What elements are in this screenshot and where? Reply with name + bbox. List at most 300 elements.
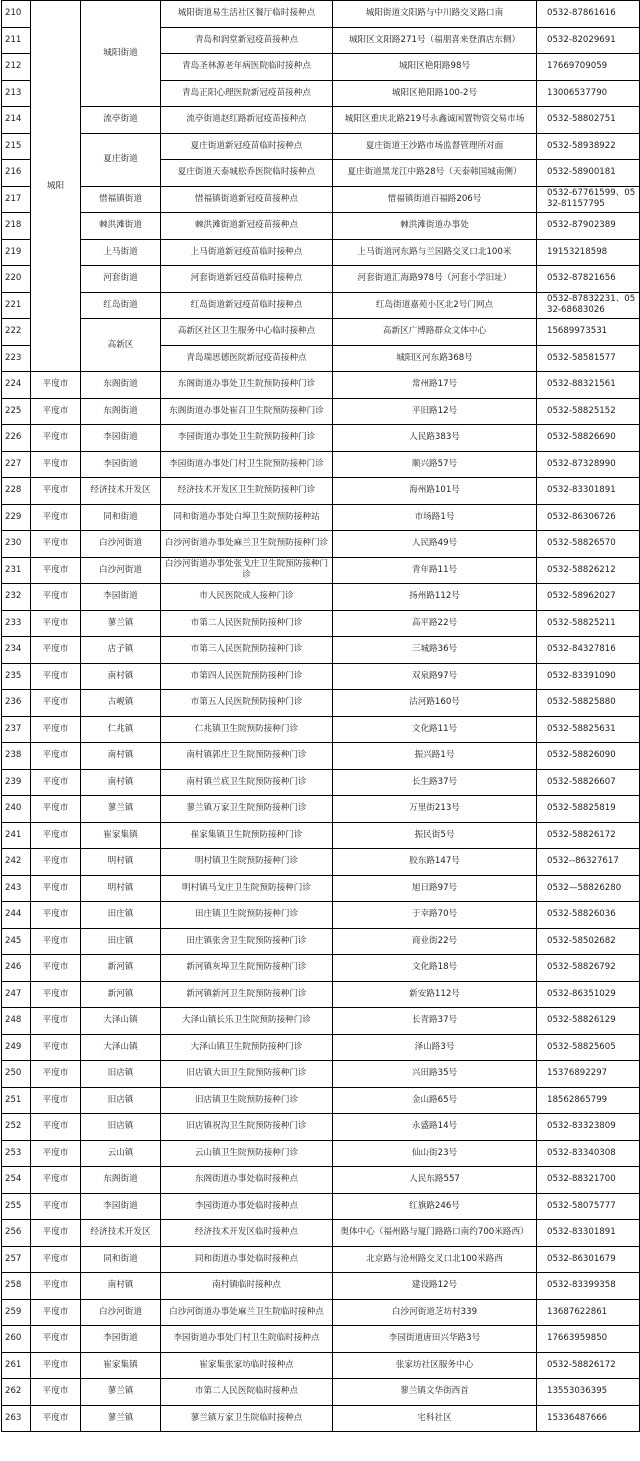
address-cell: 红旗路246号 [333,1193,537,1220]
street-cell: 同和街道 [81,504,161,531]
row-number-cell: 220 [2,266,31,293]
row-number-cell: 211 [2,27,31,54]
phone-cell: 0532-58826792 [537,955,640,982]
phone-cell: 17663959850 [537,1326,640,1353]
district-cell: 平度市 [31,743,81,770]
address-cell: 振兴路1号 [333,743,537,770]
street-cell: 仁兆镇 [81,716,161,743]
address-cell: 文化路18号 [333,955,537,982]
site-name-cell: 白沙河街道办事处麻兰卫生院预防接种门诊 [161,531,333,558]
row-number-cell: 244 [2,902,31,929]
street-cell: 棘洪滩街道 [81,213,161,240]
district-cell: 平度市 [31,557,81,584]
district-cell: 平度市 [31,1246,81,1273]
vaccination-sites-table [1,0,640,1432]
address-cell: 高新区广博路群众文体中心 [333,319,537,346]
address-cell: 上马街道河东路与兰园路交叉口北100米 [333,239,537,266]
address-cell: 张家坊社区服务中心 [333,1352,537,1379]
phone-cell: 0532-58826570 [537,531,640,558]
street-cell: 田庄镇 [81,928,161,955]
table-row [2,955,640,982]
address-cell: 旭日路97号 [333,875,537,902]
district-cell: 平度市 [31,504,81,531]
address-cell: 城阳区艳阳路98号 [333,54,537,81]
street-cell: 东阁街道 [81,372,161,399]
address-cell: 高平路22号 [333,610,537,637]
site-name-cell: 仁兆镇卫生院预防接种门诊 [161,716,333,743]
row-number-cell: 227 [2,451,31,478]
address-cell: 兴田路35号 [333,1061,537,1088]
table-row [2,1,640,28]
row-number-cell: 222 [2,319,31,346]
street-cell: 河套街道 [81,266,161,293]
phone-cell: 0532-58962027 [537,584,640,611]
district-cell: 平度市 [31,372,81,399]
row-number-cell: 255 [2,1193,31,1220]
site-name-cell: 流亭街道赵红路新冠疫苗接种点 [161,107,333,134]
site-name-cell: 河套街道新冠疫苗临时接种点 [161,266,333,293]
phone-cell: 0532-83340308 [537,1140,640,1167]
address-cell: 商业街22号 [333,928,537,955]
table-row [2,690,640,717]
address-cell: 振民街5号 [333,822,537,849]
district-cell: 平度市 [31,902,81,929]
address-cell: 青年路11号 [333,557,537,584]
address-cell: 沽河路160号 [333,690,537,717]
district-cell: 平度市 [31,1061,81,1088]
table-row [2,981,640,1008]
table-row [2,213,640,240]
row-number-cell: 221 [2,292,31,319]
phone-cell: 0532-58826690 [537,425,640,452]
site-name-cell: 南村镇郭庄卫生院预防接种门诊 [161,743,333,770]
row-number-cell: 245 [2,928,31,955]
table-row [2,584,640,611]
site-name-cell: 李园街道办事处门村卫生院预防接种门诊 [161,451,333,478]
address-cell: 蓼兰镇文华街西首 [333,1379,537,1406]
phone-cell: 13687622861 [537,1299,640,1326]
address-cell: 夏庄街道黑龙江中路28号（天泰韩国城南侧） [333,160,537,187]
site-name-cell: 经济技术开发区临时接种点 [161,1220,333,1247]
row-number-cell: 230 [2,531,31,558]
street-cell: 崔家集镇 [81,1352,161,1379]
district-cell: 平度市 [31,1405,81,1432]
street-cell: 店子镇 [81,637,161,664]
site-name-cell: 李园街道办事处门村卫生院临时接种点 [161,1326,333,1353]
phone-cell: 0532-58825152 [537,398,640,425]
phone-cell: 0532—58826280 [537,875,640,902]
phone-cell: 0532-58826036 [537,902,640,929]
row-number-cell: 262 [2,1379,31,1406]
district-cell: 平度市 [31,955,81,982]
phone-cell: 0532-58075777 [537,1193,640,1220]
street-cell: 蓼兰镇 [81,796,161,823]
district-cell: 平度市 [31,796,81,823]
row-number-cell: 224 [2,372,31,399]
row-number-cell: 233 [2,610,31,637]
address-cell: 扬州路112号 [333,584,537,611]
site-name-cell: 旧店镇大田卫生院预防接种门诊 [161,1061,333,1088]
site-name-cell: 崔家集镇卫生院预防接种门诊 [161,822,333,849]
table-row [2,107,640,134]
district-cell: 平度市 [31,451,81,478]
district-cell: 平度市 [31,716,81,743]
street-cell: 旧店镇 [81,1087,161,1114]
phone-cell: 0532-67761599、0532-81157795 [537,186,640,213]
phone-cell: 0532-58826129 [537,1008,640,1035]
site-name-cell: 东阁街道办事处临时接种点 [161,1167,333,1194]
phone-cell: 0532-83323809 [537,1114,640,1141]
table-row [2,1167,640,1194]
phone-cell: 0532-58825880 [537,690,640,717]
table-row [2,663,640,690]
phone-cell: 0532-58938922 [537,133,640,160]
phone-cell: 13553036395 [537,1379,640,1406]
phone-cell: 0532-86351029 [537,981,640,1008]
phone-cell: 0532-58826172 [537,1352,640,1379]
table-row [2,822,640,849]
district-cell: 平度市 [31,849,81,876]
phone-cell: 0532--86327617 [537,849,640,876]
site-name-cell: 市第四人民医院预防接种门诊 [161,663,333,690]
row-number-cell: 231 [2,557,31,584]
site-name-cell: 同和街道办事处临时接种点 [161,1246,333,1273]
row-number-cell: 212 [2,54,31,81]
site-name-cell: 蓼兰镇万家卫生院临时接种点 [161,1405,333,1432]
row-number-cell: 216 [2,160,31,187]
address-cell: 红岛街道嘉苑小区北2号门网点 [333,292,537,319]
row-number-cell: 260 [2,1326,31,1353]
site-name-cell: 东阁街道办事处卫生院预防接种门诊 [161,372,333,399]
address-cell: 文化路11号 [333,716,537,743]
street-cell: 蓼兰镇 [81,1405,161,1432]
district-cell: 平度市 [31,822,81,849]
site-name-cell: 经济技术开发区卫生院预防接种门诊 [161,478,333,505]
table-row [2,557,640,584]
table-row [2,372,640,399]
phone-cell: 0532-58826090 [537,743,640,770]
phone-cell: 0532-58802751 [537,107,640,134]
table-row [2,743,640,770]
street-cell: 经济技术开发区 [81,478,161,505]
row-number-cell: 254 [2,1167,31,1194]
street-cell: 东阁街道 [81,398,161,425]
address-cell: 奥体中心（福州路与厦门路路口南约700米路西） [333,1220,537,1247]
phone-cell: 0532-58825211 [537,610,640,637]
phone-cell: 0532-83301891 [537,1220,640,1247]
table-row [2,478,640,505]
address-cell: 泽山路3号 [333,1034,537,1061]
street-cell: 李园街道 [81,584,161,611]
row-number-cell: 237 [2,716,31,743]
street-cell: 同和街道 [81,1246,161,1273]
site-name-cell: 大泽山镇卫生院预防接种门诊 [161,1034,333,1061]
street-cell: 南村镇 [81,663,161,690]
site-name-cell: 市第二人民医院临时接种点 [161,1379,333,1406]
row-number-cell: 251 [2,1087,31,1114]
row-number-cell: 218 [2,213,31,240]
row-number-cell: 249 [2,1034,31,1061]
table-row [2,716,640,743]
district-cell: 平度市 [31,1008,81,1035]
street-cell: 大泽山镇 [81,1008,161,1035]
site-name-cell: 棘洪滩街道新冠疫苗接种点 [161,213,333,240]
table-row [2,398,640,425]
row-number-cell: 225 [2,398,31,425]
address-cell: 夏庄街道王沙路市场监督管理所对面 [333,133,537,160]
district-cell: 平度市 [31,769,81,796]
site-name-cell: 大泽山镇长乐卫生院预防接种门诊 [161,1008,333,1035]
address-cell: 人民东路557 [333,1167,537,1194]
site-name-cell: 高新区社区卫生服务中心临时接种点 [161,319,333,346]
site-name-cell: 旧店镇卫生院预防接种门诊 [161,1087,333,1114]
phone-cell: 17669709059 [537,54,640,81]
table-row [2,849,640,876]
site-name-cell: 市第二人民医院预防接种门诊 [161,610,333,637]
phone-cell: 0532-87821656 [537,266,640,293]
district-cell: 平度市 [31,1379,81,1406]
street-cell: 李园街道 [81,425,161,452]
table-row [2,1246,640,1273]
table-row [2,1140,640,1167]
site-name-cell: 市第五人民医院预防接种门诊 [161,690,333,717]
street-cell: 古岘镇 [81,690,161,717]
district-cell: 平度市 [31,1034,81,1061]
street-cell: 云山镇 [81,1140,161,1167]
phone-cell: 0532-82029691 [537,27,640,54]
row-number-cell: 246 [2,955,31,982]
table-row [2,902,640,929]
site-name-cell: 青岛圣林源老年病医院临时接种点 [161,54,333,81]
site-name-cell: 白沙河街道办事处麻兰卫生院临时接种点 [161,1299,333,1326]
phone-cell: 0532-83399358 [537,1273,640,1300]
phone-cell: 0532-86301679 [537,1246,640,1273]
site-name-cell: 城阳街道易生活社区餐厅临时接种点 [161,1,333,28]
district-cell: 平度市 [31,1193,81,1220]
street-cell: 蓼兰镇 [81,1379,161,1406]
district-cell: 平度市 [31,875,81,902]
district-cell: 平度市 [31,398,81,425]
district-cell: 平度市 [31,663,81,690]
site-name-cell: 同和街道办事处白埠卫生院预防接种站 [161,504,333,531]
address-cell: 李园街道唐田兴华路3号 [333,1326,537,1353]
address-cell: 长生路37号 [333,769,537,796]
district-cell: 平度市 [31,981,81,1008]
phone-cell: 0532-58581577 [537,345,640,372]
table-row [2,610,640,637]
table-row [2,133,640,160]
row-number-cell: 257 [2,1246,31,1273]
row-number-cell: 235 [2,663,31,690]
address-cell: 建设路12号 [333,1273,537,1300]
site-name-cell: 红岛街道新冠疫苗临时接种点 [161,292,333,319]
site-name-cell: 旧店镇祝沟卫生院预防接种门诊 [161,1114,333,1141]
address-cell: 金山路65号 [333,1087,537,1114]
street-cell: 惜福镇街道 [81,186,161,213]
phone-cell: 0532-58826212 [537,557,640,584]
row-number-cell: 226 [2,425,31,452]
site-name-cell: 明村镇马戈庄卫生院预防接种门诊 [161,875,333,902]
site-name-cell: 白沙河街道办事处张戈庄卫生院预防接种门诊 [161,557,333,584]
table-row [2,451,640,478]
phone-cell: 0532-84327816 [537,637,640,664]
site-name-cell: 青岛瑞思德医院新冠疫苗接种点 [161,345,333,372]
phone-cell: 0532-58826172 [537,822,640,849]
street-cell: 旧店镇 [81,1114,161,1141]
phone-cell: 0532-87902389 [537,213,640,240]
district-cell: 平度市 [31,1114,81,1141]
table-row [2,504,640,531]
phone-cell: 0532-83301891 [537,478,640,505]
table-row [2,239,640,266]
site-name-cell: 惜福镇街道新冠疫苗接种点 [161,186,333,213]
phone-cell: 0532-58825819 [537,796,640,823]
table-row [2,319,640,346]
district-cell: 平度市 [31,637,81,664]
address-cell: 城阳区河东路368号 [333,345,537,372]
row-number-cell: 263 [2,1405,31,1432]
site-name-cell: 李园街道办事处临时接种点 [161,1193,333,1220]
site-name-cell: 夏庄街道新冠疫苗临时接种点 [161,133,333,160]
table-row [2,1379,640,1406]
district-cell: 平度市 [31,1299,81,1326]
site-name-cell: 夏庄街道天泰城松乔医院临时接种点 [161,160,333,187]
street-cell: 经济技术开发区 [81,1220,161,1247]
site-name-cell: 新河镇灰埠卫生院预防接种门诊 [161,955,333,982]
table-row [2,1326,640,1353]
table-row [2,769,640,796]
street-cell: 李园街道 [81,451,161,478]
row-number-cell: 210 [2,1,31,28]
address-cell: 城阳区文阳路271号（福朋喜来登酒店东侧） [333,27,537,54]
address-cell: 宅科社区 [333,1405,537,1432]
street-cell: 明村镇 [81,875,161,902]
phone-cell: 15689973531 [537,319,640,346]
phone-cell: 0532-58900181 [537,160,640,187]
row-number-cell: 223 [2,345,31,372]
row-number-cell: 229 [2,504,31,531]
row-number-cell: 256 [2,1220,31,1247]
site-name-cell: 李园街道办事处卫生院预防接种门诊 [161,425,333,452]
address-cell: 万里街213号 [333,796,537,823]
street-cell: 高新区 [81,319,161,372]
district-cell: 城阳 [31,1,81,372]
table-row [2,1352,640,1379]
site-name-cell: 云山镇卫生院预防接种门诊 [161,1140,333,1167]
district-cell: 平度市 [31,1273,81,1300]
row-number-cell: 219 [2,239,31,266]
table-row [2,531,640,558]
district-cell: 平度市 [31,1140,81,1167]
address-cell: 双泉路97号 [333,663,537,690]
site-name-cell: 南村镇兰底卫生院预防接种门诊 [161,769,333,796]
table-row [2,186,640,213]
street-cell: 崔家集镇 [81,822,161,849]
table-row [2,1193,640,1220]
row-number-cell: 238 [2,743,31,770]
address-cell: 惜福镇街道百福路206号 [333,186,537,213]
address-cell: 人民路383号 [333,425,537,452]
address-cell: 海州路101号 [333,478,537,505]
row-number-cell: 217 [2,186,31,213]
site-name-cell: 市第三人民医院预防接种门诊 [161,637,333,664]
district-cell: 平度市 [31,584,81,611]
district-cell: 平度市 [31,425,81,452]
phone-cell: 15336487666 [537,1405,640,1432]
street-cell: 白沙河街道 [81,557,161,584]
table-row [2,928,640,955]
district-cell: 平度市 [31,610,81,637]
street-cell: 蓼兰镇 [81,610,161,637]
site-name-cell: 青岛正阳心理医院新冠疫苗接种点 [161,80,333,107]
table-row [2,1405,640,1432]
table-row [2,1008,640,1035]
phone-cell: 0532-88321561 [537,372,640,399]
row-number-cell: 228 [2,478,31,505]
table-body [2,1,640,1432]
table-row [2,796,640,823]
table-row [2,266,640,293]
address-cell: 城阳街道文阳路与中川路交叉路口南 [333,1,537,28]
district-cell: 平度市 [31,928,81,955]
phone-cell: 15376892297 [537,1061,640,1088]
address-cell: 新安路112号 [333,981,537,1008]
table-row [2,1220,640,1247]
address-cell: 市场路1号 [333,504,537,531]
row-number-cell: 261 [2,1352,31,1379]
street-cell: 红岛街道 [81,292,161,319]
table-row [2,292,640,319]
phone-cell: 19153218598 [537,239,640,266]
site-name-cell: 市人民医院成人接种门诊 [161,584,333,611]
address-cell: 平旧路12号 [333,398,537,425]
address-cell: 河套街道汇海路978号（河套小学旧址） [333,266,537,293]
street-cell: 白沙河街道 [81,1299,161,1326]
row-number-cell: 242 [2,849,31,876]
table-row [2,1034,640,1061]
street-cell: 明村镇 [81,849,161,876]
phone-cell: 0532-88321700 [537,1167,640,1194]
street-cell: 白沙河街道 [81,531,161,558]
table-row [2,1087,640,1114]
row-number-cell: 248 [2,1008,31,1035]
phone-cell: 0532-86306726 [537,504,640,531]
table-row [2,1114,640,1141]
phone-cell: 0532-58826607 [537,769,640,796]
phone-cell: 0532-87328990 [537,451,640,478]
district-cell: 平度市 [31,1220,81,1247]
row-number-cell: 213 [2,80,31,107]
phone-cell: 13006537790 [537,80,640,107]
street-cell: 李园街道 [81,1326,161,1353]
address-cell: 永盛路14号 [333,1114,537,1141]
address-cell: 胶东路147号 [333,849,537,876]
street-cell: 南村镇 [81,1273,161,1300]
address-cell: 三城路36号 [333,637,537,664]
street-cell: 上马街道 [81,239,161,266]
address-cell: 人民路49号 [333,531,537,558]
district-cell: 平度市 [31,1326,81,1353]
site-name-cell: 蓼兰镇万家卫生院预防接种门诊 [161,796,333,823]
table-row [2,1299,640,1326]
phone-cell: 18562865799 [537,1087,640,1114]
street-cell: 城阳街道 [81,1,161,107]
phone-cell: 0532-58825631 [537,716,640,743]
table-row [2,1273,640,1300]
street-cell: 李园街道 [81,1193,161,1220]
site-name-cell: 南村镇临时接种点 [161,1273,333,1300]
phone-cell: 0532-58825605 [537,1034,640,1061]
